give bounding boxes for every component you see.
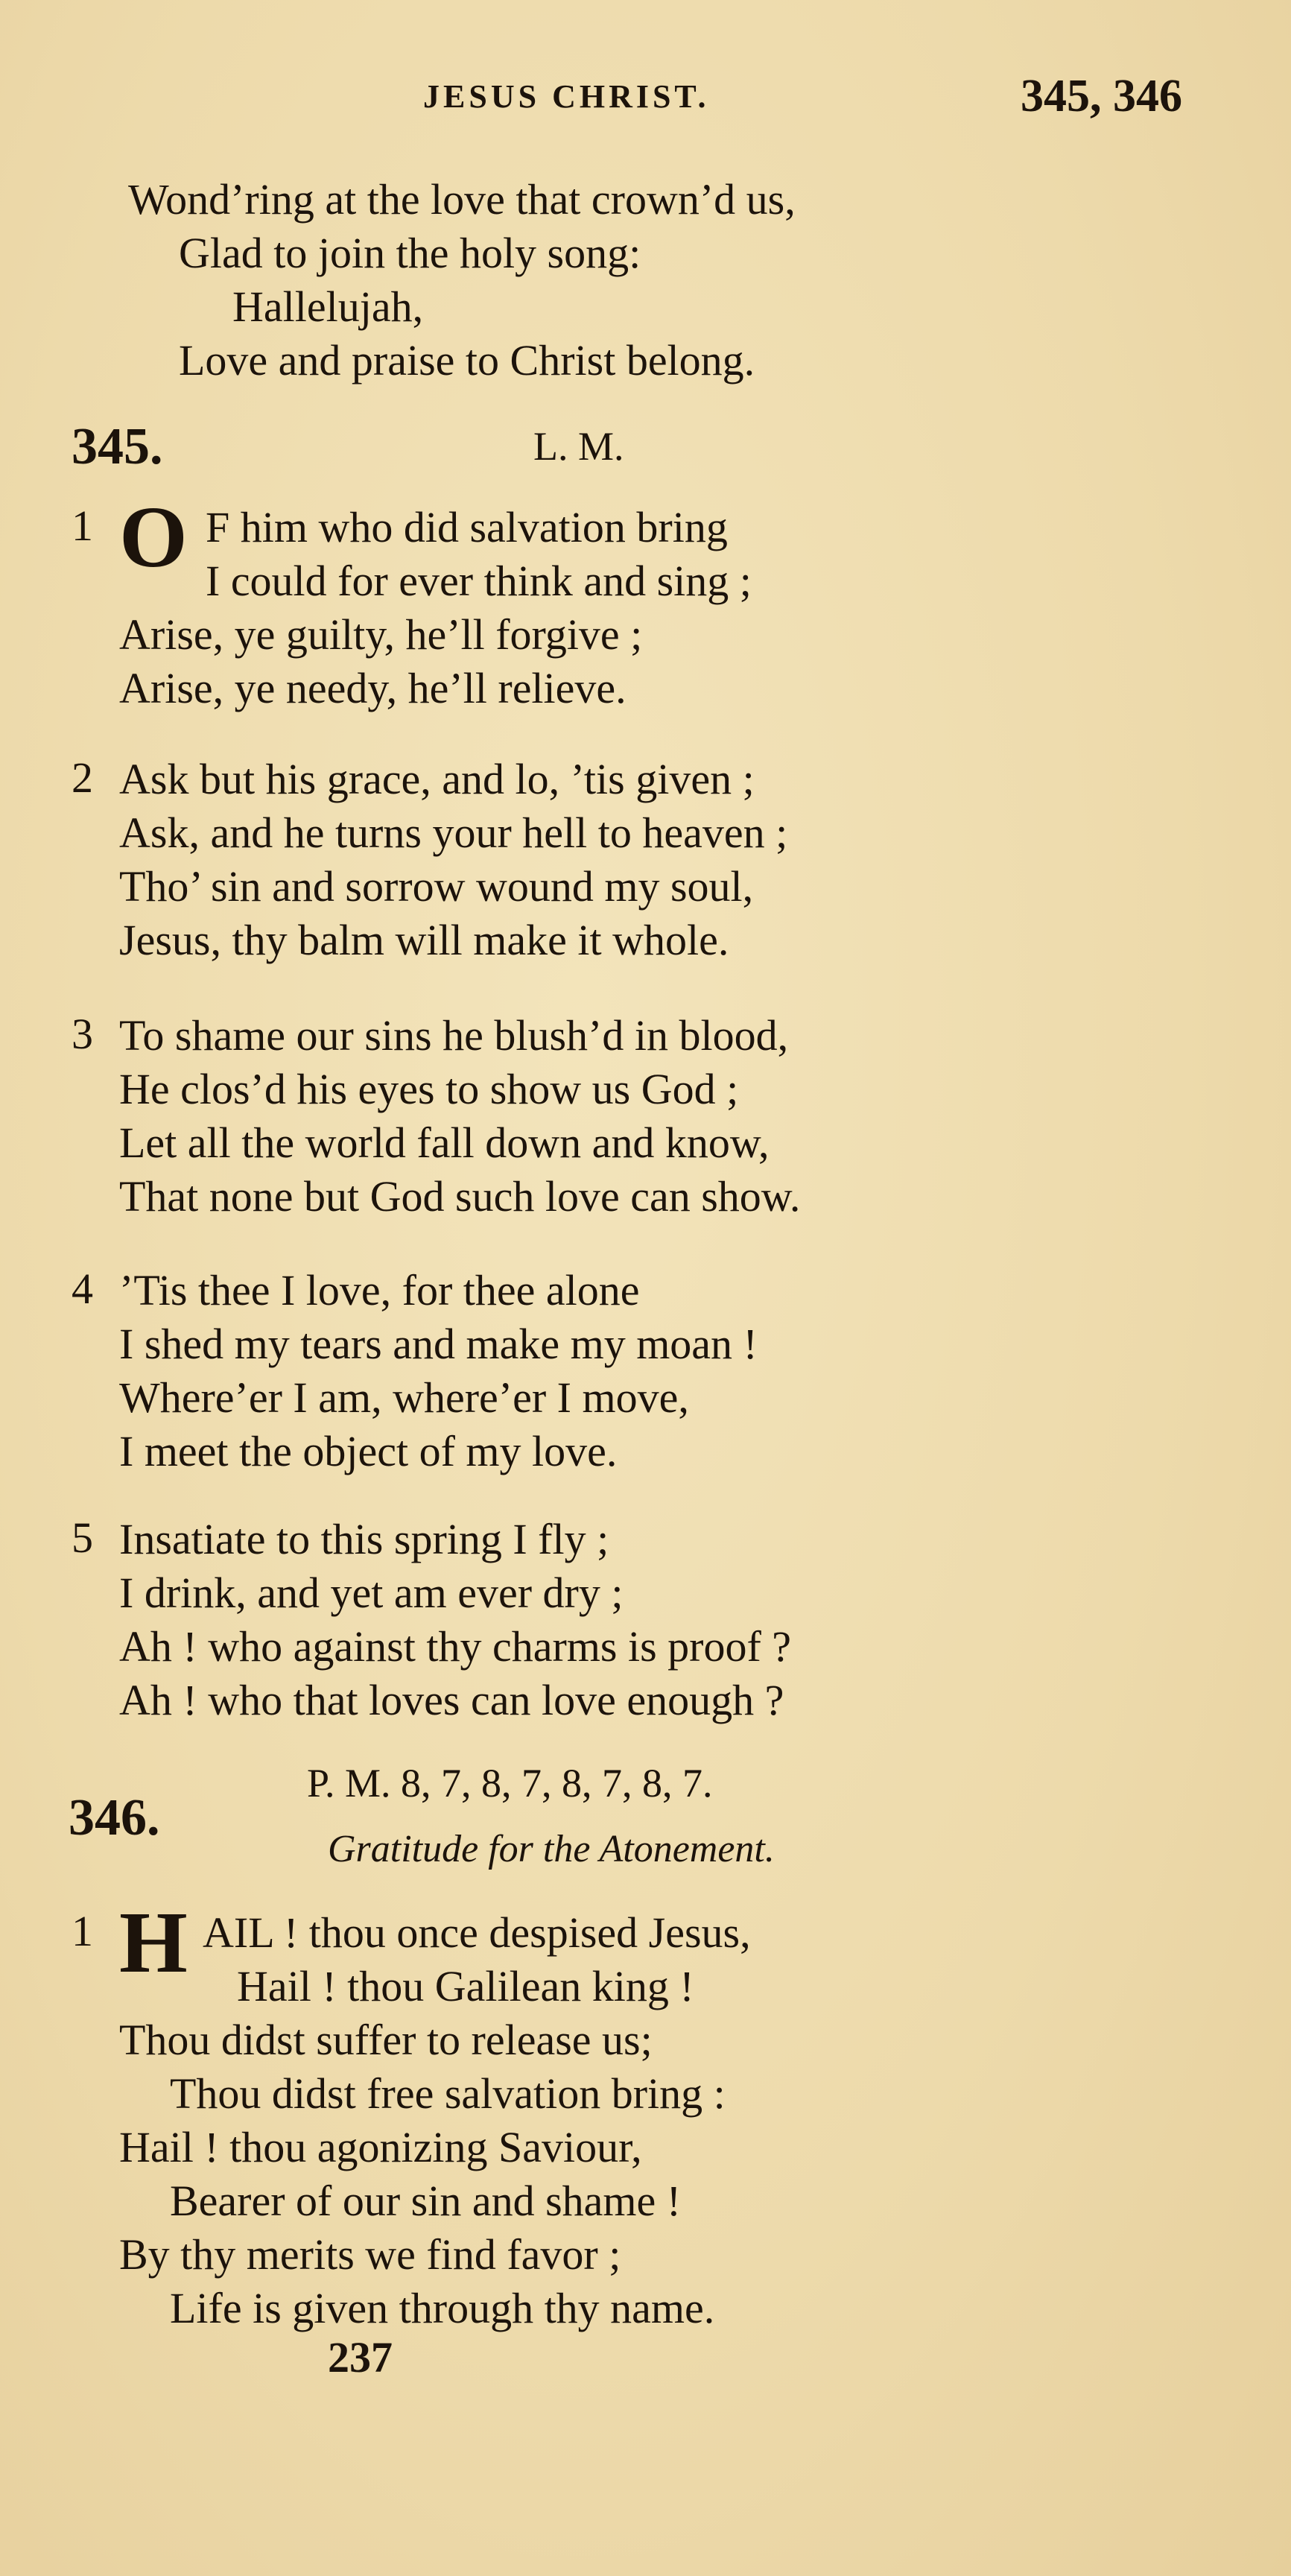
verse-line: Hail ! thou agonizing Saviour, <box>119 2123 642 2171</box>
verse-line: Life is given through thy name. <box>170 2284 715 2332</box>
verse-line: Ask but his grace, and lo, ’tis given ; <box>119 755 755 803</box>
verse-number: 1 <box>72 501 93 550</box>
verse-line: Wond’ring at the love that crown’d us, <box>128 175 796 224</box>
verse-line: Where’er I am, where’er I move, <box>119 1373 689 1422</box>
verse-line: Ah ! who against thy charms is proof ? <box>119 1622 792 1671</box>
verse-line: Tho’ sin and sorrow wound my soul, <box>119 862 754 911</box>
verse-line: Love and praise to Christ belong. <box>179 336 755 384</box>
hymn-number: 346. <box>69 1789 160 1846</box>
verse-line: Glad to join the holy song: <box>179 229 641 277</box>
hymn-meter: P. M. 8, 7, 8, 7, 8, 7, 8, 7. <box>307 1761 713 1806</box>
running-title: JESUS CHRIST. <box>423 78 710 115</box>
hymn-subtitle: Gratitude for the Atonement. <box>328 1828 775 1870</box>
verse-number: 5 <box>72 1513 93 1562</box>
verse-line: I drink, and yet am ever dry ; <box>119 1569 624 1617</box>
verse-line: Thou didst free salvation bring : <box>170 2069 726 2118</box>
verse-line: ’Tis thee I love, for thee alone <box>119 1266 640 1314</box>
verse-number: 3 <box>72 1010 93 1058</box>
verse-number: 2 <box>72 753 93 802</box>
verse-line: Hallelujah, <box>232 282 424 331</box>
verse-number: 4 <box>72 1265 93 1313</box>
verse-line: Arise, ye guilty, he’ll forgive ; <box>119 610 643 659</box>
drop-cap: O <box>119 488 188 586</box>
verse-line: Insatiate to this spring I fly ; <box>119 1515 609 1563</box>
verse-line: He clos’d his eyes to show us God ; <box>119 1065 739 1113</box>
verse-number: 1 <box>72 1907 93 1955</box>
verse-line: I shed my tears and make my moan ! <box>119 1320 758 1368</box>
verse-line: Hail ! thou Galilean king ! <box>237 1962 694 2010</box>
verse-line: By thy merits we find favor ; <box>119 2230 621 2279</box>
verse-line: Arise, ye needy, he’ll relieve. <box>119 664 627 712</box>
verse-line: Ah ! who that loves can love enough ? <box>119 1676 784 1724</box>
verse-line: Bearer of our sin and shame ! <box>170 2177 682 2225</box>
verse-line: Let all the world fall down and know, <box>119 1118 770 1167</box>
page-range: 345, 346 <box>1021 71 1182 121</box>
verse-line: To shame our sins he blush’d in blood, <box>119 1011 789 1060</box>
drop-cap: H <box>119 1893 188 1991</box>
verse-line: Ask, and he turns your hell to heaven ; <box>119 808 788 857</box>
hymn-meter: L. M. <box>533 424 624 469</box>
verse-line: I could for ever think and sing ; <box>206 557 752 605</box>
hymn-number: 345. <box>72 418 163 475</box>
verse-line: F him who did salvation bring <box>206 503 728 551</box>
verse-line: That none but God such love can show. <box>119 1172 801 1221</box>
verse-line: I meet the object of my love. <box>119 1427 618 1475</box>
verse-line: AIL ! thou once despised Jesus, <box>203 1908 751 1957</box>
verse-line: Jesus, thy balm will make it whole. <box>119 916 729 964</box>
verse-line: Thou didst suffer to release us; <box>119 2016 653 2064</box>
page-number: 237 <box>328 2333 393 2382</box>
